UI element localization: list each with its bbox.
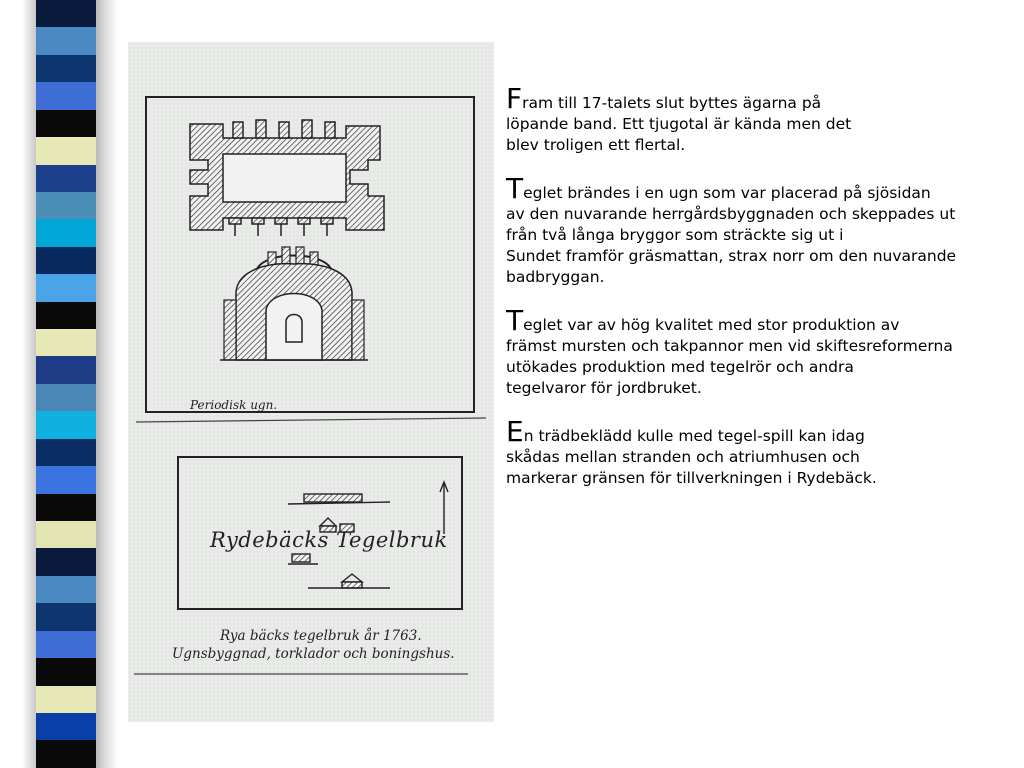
- stripe-segment: [36, 110, 96, 137]
- stripe-segment: [36, 521, 96, 548]
- stripe-segment: [36, 631, 96, 658]
- stripe-segment: [36, 192, 96, 219]
- caption-bottom-2: Ugnsbyggnad, torklador och boningshus.: [172, 646, 455, 662]
- stripe-segment: [36, 548, 96, 575]
- kiln-drawing: [128, 42, 494, 722]
- text-line: skådas mellan stranden och atriumhusen och: [506, 448, 860, 466]
- stripe-segment: [36, 658, 96, 685]
- text-line: n trädbeklädd kulle med tegel-spill kan idag: [523, 427, 865, 445]
- text-line: markerar gränsen för tillverkningen i Rydebäck.: [506, 469, 877, 487]
- stripe-segment: [36, 466, 96, 493]
- text-line: eglet brändes i en ugn som var placerad på sjösidan: [523, 184, 931, 202]
- stripe-segment: [36, 165, 96, 192]
- kiln-section: [220, 247, 368, 360]
- text-line: av den nuvarande herrgårdsbyggnaden och skeppades ut: [506, 205, 956, 223]
- stripe-segment: [36, 247, 96, 274]
- text-line: främst mursten och takpannor men vid skiftesreformerna: [506, 337, 953, 355]
- stripe-segment: [36, 0, 96, 27]
- text-line: löpande band. Ett tjugotal är kända men det: [506, 115, 852, 133]
- separator-line: [136, 418, 486, 422]
- paragraph-3: [506, 304, 1018, 399]
- text-line: från två långa bryggor som sträckte sig ut i: [506, 226, 844, 244]
- text-column: [506, 82, 1018, 511]
- drop-cap: T: [506, 172, 524, 205]
- drop-cap: T: [506, 304, 524, 337]
- stripe-segment: [36, 411, 96, 438]
- stripe-segment: [36, 82, 96, 109]
- stripe-segment: [36, 603, 96, 630]
- kiln-chamber: [223, 154, 346, 202]
- plan-legs: [235, 224, 327, 236]
- stripe-segment: [36, 219, 96, 246]
- stripe-segment: [36, 686, 96, 713]
- caption-periodic-kiln: Periodisk ugn.: [190, 398, 278, 412]
- stripe-shadow: [96, 0, 118, 768]
- stripe-segment: [36, 740, 96, 767]
- text-line: utökades produktion med tegelrör och andra: [506, 358, 854, 376]
- decorative-stripe: [36, 0, 96, 768]
- stripe-shadow-left: [22, 0, 36, 768]
- text-line: tegelvaror för jordbruket.: [506, 379, 702, 397]
- stripe-segment: [36, 302, 96, 329]
- text-line: Sundet framför gräsmattan, strax norr om den nuvarande: [506, 247, 957, 265]
- drop-cap: F: [506, 82, 523, 115]
- map-label: Rydebäcks Tegelbruk: [210, 528, 448, 552]
- stripe-segment: [36, 274, 96, 301]
- stripe-segment: [36, 27, 96, 54]
- stripe-segment: [36, 137, 96, 164]
- stripe-segment: [36, 494, 96, 521]
- stripe-segment: [36, 329, 96, 356]
- text-line: ram till 17-talets slut byttes ägarna på: [522, 94, 822, 112]
- stripe-segment: [36, 384, 96, 411]
- stripe-segment: [36, 55, 96, 82]
- stripe-segment: [36, 439, 96, 466]
- caption-bottom-1: Rya bäcks tegelbruk år 1763.: [220, 628, 422, 644]
- stripe-segment: [36, 713, 96, 740]
- text-line: eglet var av hög kvalitet med stor produktion av: [523, 316, 900, 334]
- drop-cap: E: [506, 415, 524, 448]
- scanned-drawing: [128, 42, 494, 722]
- stripe-segment: [36, 576, 96, 603]
- text-line: blev troligen ett flertal.: [506, 136, 686, 154]
- paragraph-4: [506, 415, 1018, 489]
- text-line: badbryggan.: [506, 268, 605, 286]
- paragraph-1: [506, 82, 1018, 156]
- paragraph-2: [506, 172, 1018, 288]
- stripe-segment: [36, 356, 96, 383]
